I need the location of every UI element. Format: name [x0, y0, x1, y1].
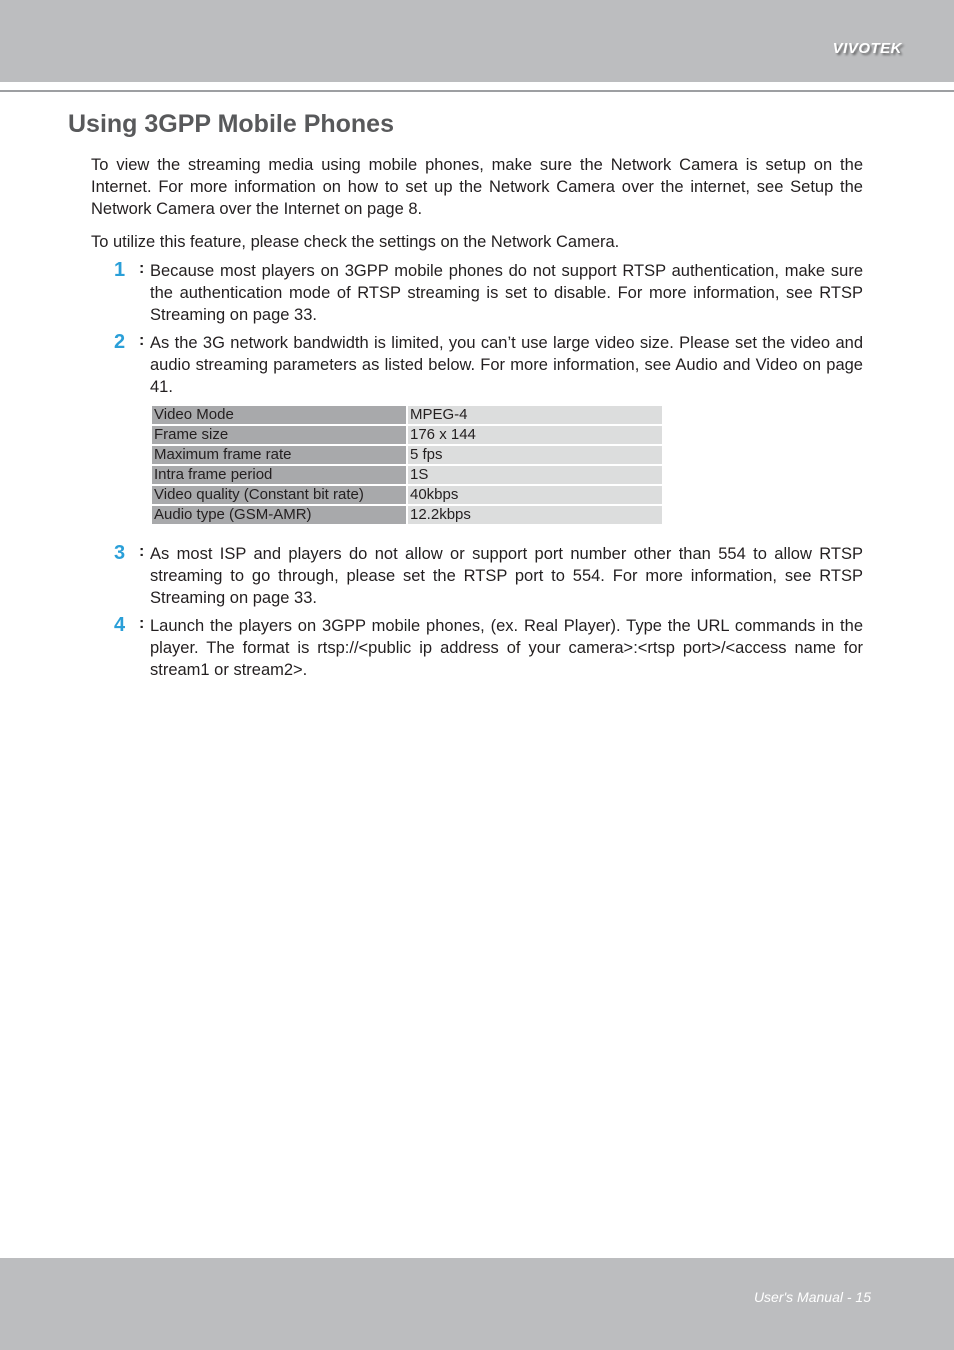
step-text: As the 3G network bandwidth is limited, you can’t use large video size. Please set the video and audio streaming parameters as listed below. For more information, see Audio and Video on page 41. — [150, 334, 863, 396]
table-row — [152, 486, 662, 504]
header-band — [0, 0, 954, 82]
setting-name: Intra frame period — [152, 466, 406, 484]
brand-logo: VIVOTEK — [832, 40, 902, 57]
setting-value: MPEG-4 — [408, 406, 662, 424]
setting-value: 1S — [408, 466, 662, 484]
step-number: 1 — [114, 259, 126, 281]
step-text: As most ISP and players do not allow or support port number other than 554 to allow RTSP streaming to go through, please set the RTSP port to 554. For more information, see RTSP Streaming on page 33. — [150, 545, 863, 607]
header-divider — [0, 90, 954, 92]
setting-name: Frame size — [152, 426, 406, 444]
step-number: 4 — [114, 614, 126, 636]
table-row — [152, 466, 662, 484]
page-title: Using 3GPP Mobile Phones — [68, 110, 394, 138]
page-footer: User's Manual - 15 — [753, 1289, 871, 1305]
step-colon: : — [139, 260, 145, 277]
setting-value: 5 fps — [408, 446, 662, 464]
setting-name: Audio type (GSM-AMR) — [152, 506, 406, 524]
setting-name: Maximum frame rate — [152, 446, 406, 464]
step-number: 2 — [114, 331, 126, 353]
settings-table — [150, 404, 664, 526]
setting-value: 40kbps — [408, 486, 662, 504]
table-row — [152, 506, 662, 524]
intro-paragraph: To view the streaming media using mobile phones, make sure the Network Camera is setup on the Internet. For more information on how to set up the Network Camera over the internet, see Setup the Network Camera over the Internet on page 8. — [91, 156, 863, 218]
setting-name: Video Mode — [152, 406, 406, 424]
table-row — [152, 446, 662, 464]
setting-name: Video quality (Constant bit rate) — [152, 486, 406, 504]
setting-value: 176 x 144 — [408, 426, 662, 444]
step-number: 3 — [114, 542, 126, 564]
setting-value: 12.2kbps — [408, 506, 662, 524]
table-row — [152, 426, 662, 444]
step-colon: : — [139, 615, 145, 632]
table-row — [152, 406, 662, 424]
step-colon: : — [139, 543, 145, 560]
step-text: Launch the players on 3GPP mobile phones, (ex. Real Player). Type the URL commands in the player. The format is rtsp://<public ip address of your camera>:<rtsp port>/<access name for stream1 or stream2>. — [150, 617, 863, 679]
step-text: Because most players on 3GPP mobile phones do not support RTSP authentication, make sure the authentication mode of RTSP streaming is set to disable. For more information, see RTSP Streaming on page 33. — [150, 262, 863, 324]
step-colon: : — [139, 332, 145, 349]
intro-paragraph-2: To utilize this feature, please check the settings on the Network Camera. — [91, 233, 620, 251]
